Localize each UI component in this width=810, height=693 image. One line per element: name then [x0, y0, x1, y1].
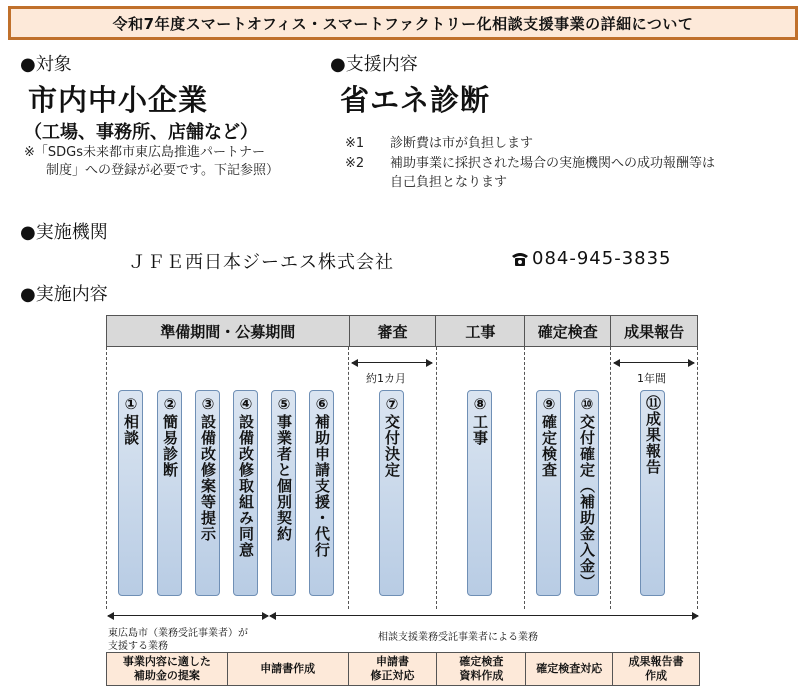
- phase-inspection: 確定検査: [524, 315, 611, 347]
- task-cell: 申請書 修正対応: [348, 652, 438, 686]
- agency-name: ＪＦＥ西日本ジーエス株式会社: [128, 252, 394, 273]
- task-row: [106, 652, 700, 686]
- support-main: 省エネ診断: [340, 83, 491, 117]
- support-note2-mark: ※2: [345, 156, 365, 171]
- task-cell: 確定検査対応: [525, 652, 613, 686]
- step-final-inspection: ⑨確定検査: [536, 390, 561, 596]
- step-renovation-proposal: ③設備改修案等提示: [195, 390, 220, 596]
- agency-phone[interactable]: 084-945-3835: [532, 248, 672, 269]
- step-renovation-agreement: ④設備改修取組み同意: [233, 390, 258, 596]
- city-span-label-line2: 支援する業務: [108, 641, 168, 652]
- support-note2-line2: 自己負担となります: [390, 175, 508, 190]
- report-span-arrow: [614, 362, 694, 363]
- city-span-label-line1: 東広島市（業務受託事業者）が: [108, 628, 248, 639]
- step-consultation: ①相談: [118, 390, 143, 596]
- task-cell: 成果報告書 作成: [612, 652, 700, 686]
- support-heading: ●支援内容: [330, 54, 418, 75]
- review-span-label: 約1カ月: [366, 372, 406, 385]
- page-title: 令和7年度スマートオフィス・スマートファクトリー化相談支援事業の詳細について: [8, 6, 798, 40]
- step-grant-decision: ⑦交付決定: [379, 390, 404, 596]
- step-grant-confirmation: ⑩交付確定（補助金入金）: [574, 390, 599, 596]
- divider: [348, 347, 349, 609]
- review-span-arrow: [352, 362, 432, 363]
- target-sub: （工場、事務所、店舗など）: [24, 122, 258, 143]
- target-note-line2: 制度」への登録が必要です。下記参照）: [46, 163, 279, 178]
- step-individual-contract: ⑤事業者と個別契約: [271, 390, 296, 596]
- phase-report: 成果報告: [610, 315, 698, 347]
- support-note1-text: 診断費は市が負担します: [390, 136, 534, 151]
- divider: [610, 347, 611, 609]
- phase-review: 審査: [349, 315, 437, 347]
- support-note1-mark: ※1: [345, 136, 365, 151]
- step-result-report: ⑪成果報告: [640, 390, 665, 596]
- step-simple-diagnosis: ②簡易診断: [157, 390, 182, 596]
- divider: [106, 347, 107, 609]
- divider: [697, 347, 698, 609]
- phase-header: [106, 315, 698, 347]
- phone-icon: [510, 249, 530, 269]
- support-note2-line1: 補助事業に採択された場合の実施機関への成功報酬等は: [390, 156, 716, 171]
- step-subsidy-application: ⑥補助申請支援・代行: [309, 390, 334, 596]
- step-construction: ⑧工事: [467, 390, 492, 596]
- report-span-label: 1年間: [637, 372, 666, 385]
- target-main: 市内中小企業: [28, 83, 209, 117]
- task-cell: 事業内容に適した 補助金の提案: [106, 652, 228, 686]
- phase-prep: 準備期間・公募期間: [106, 315, 350, 347]
- content-heading: ●実施内容: [20, 284, 108, 305]
- contractor-span-label: 相談支援業務受託事業者による業務: [378, 632, 538, 643]
- task-cell: 確定検査 資料作成: [436, 652, 526, 686]
- target-note-line1: ※「SDGs未来都市東広島推進パートナー: [24, 145, 266, 160]
- agency-heading: ●実施機関: [20, 222, 108, 243]
- phase-construction: 工事: [435, 315, 525, 347]
- contractor-span-arrow: [270, 615, 698, 616]
- divider: [436, 347, 437, 609]
- target-heading: ●対象: [20, 54, 72, 75]
- city-span-arrow: [108, 615, 268, 616]
- divider: [524, 347, 525, 609]
- task-cell: 申請書作成: [227, 652, 349, 686]
